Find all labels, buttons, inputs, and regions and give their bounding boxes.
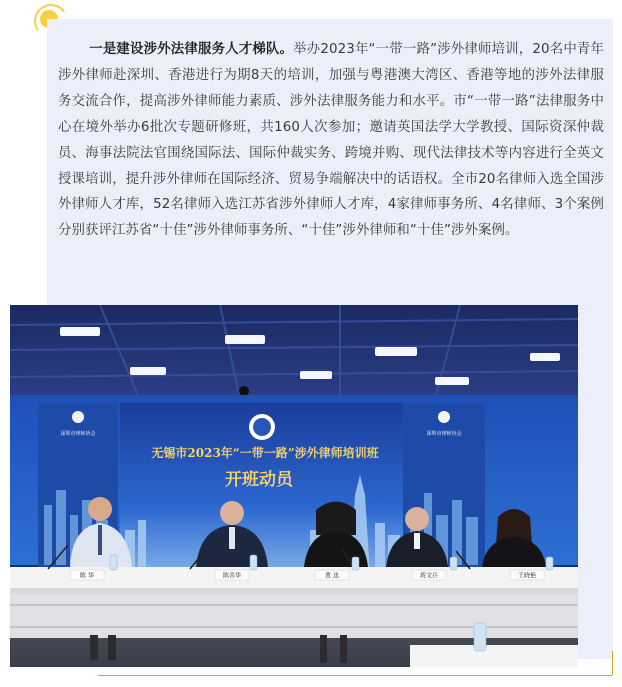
nameplate-2: 陈善华 bbox=[222, 572, 242, 580]
paragraph-lead: 一是建设涉外法律服务人才梯队。 bbox=[89, 42, 294, 57]
meeting-photo bbox=[10, 305, 578, 667]
banner-subtitle: 开班动员 bbox=[225, 470, 293, 490]
article-paragraph bbox=[58, 37, 604, 244]
decorative-bottom-line bbox=[98, 675, 612, 676]
nameplate-3: 曹 迅 bbox=[325, 572, 339, 580]
decorative-corner-line bbox=[596, 651, 613, 675]
nameplate-4: 蒋文兵 bbox=[419, 572, 439, 580]
side-panel-label-right: 深圳市律师协会 bbox=[426, 431, 462, 437]
nameplate-1: 陈 华 bbox=[80, 572, 94, 580]
side-panel-label-left: 深圳市律师协会 bbox=[60, 431, 96, 437]
banner-title: 无锡市2023年“一带一路”涉外律师培训班 bbox=[151, 446, 379, 460]
paragraph-body: 举办2023年“一带一路”涉外律师培训，20名中青年涉外律师赴深圳、香港进行为期8天的培训，加强与粤港澳大湾区、香港等地的涉外法律服务交流合作，提高涉外律师能力素质、涉外法律服务能力和水平。市“一带一路”法律服务中心在境外举办6批次专题研修班，共160人次参加；邀请英国法学大学教授、国际资深仲裁员、海事法院法官围绕国际法、国际仲裁实务、跨境并购、现代法律技术等内容进行全英文授课培训，提升涉外律师在国际经济、贸易争端解决中的话语权。全市20名律师入选全国涉外律师人才库，52名律师入选江苏省涉外律师人才库，4家律师事务所、4名律师、3个案例分别获评江苏省“十佳”涉外律师事务所、“十佳”涉外律师和“十佳”涉外案例。 bbox=[58, 42, 604, 239]
nameplate-5: 王晓艳 bbox=[517, 572, 537, 580]
